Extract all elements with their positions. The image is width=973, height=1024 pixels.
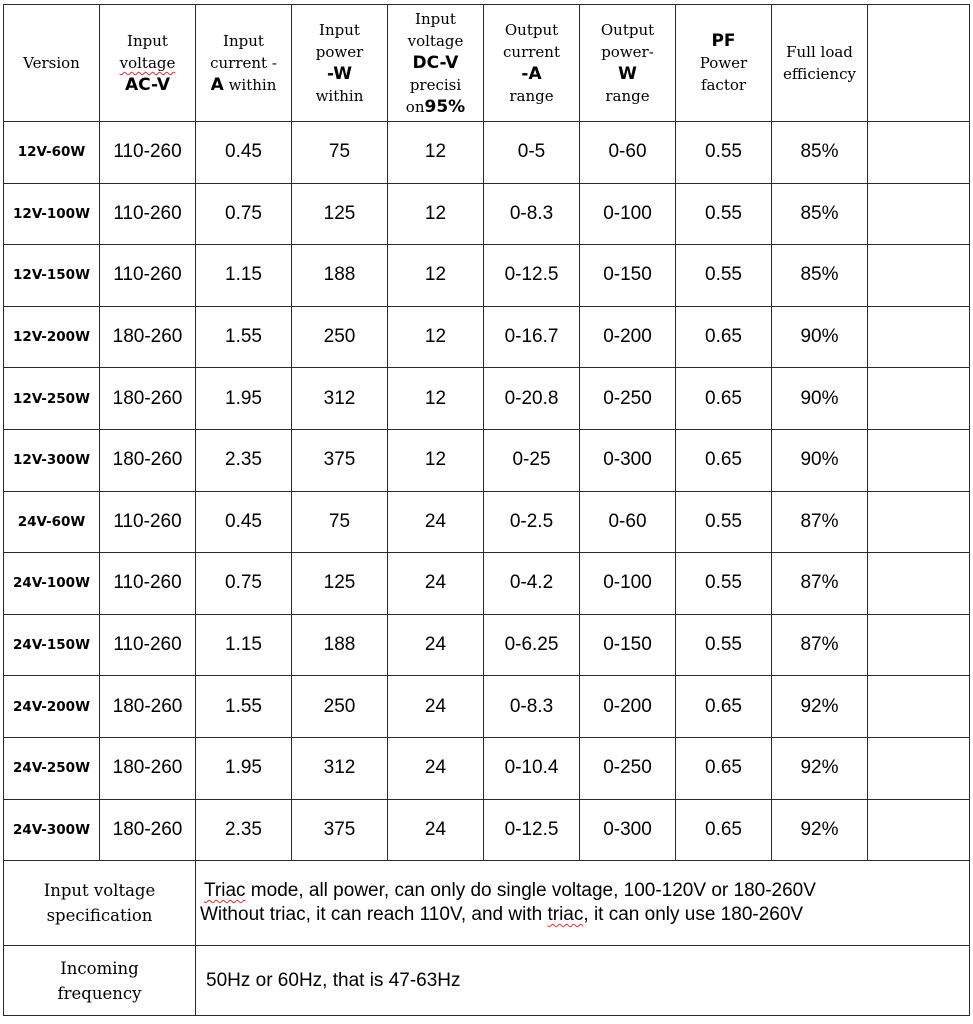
cell-vdc: 12 [388,429,484,491]
cell-pin: 75 [292,122,388,184]
cell-version: 24V-100W [4,553,100,615]
cell-pf: 0.65 [676,799,772,861]
cell-version: 24V-60W [4,491,100,553]
cell-pin: 125 [292,183,388,245]
table-row [4,737,970,799]
cell-iin: 1.55 [196,676,292,738]
table-row [4,368,970,430]
cell-vdc: 24 [388,799,484,861]
header-version: Version [4,5,100,122]
cell-iout: 0-5 [484,122,580,184]
cell-pf: 0.65 [676,306,772,368]
cell-version: 12V-100W [4,183,100,245]
cell-iout: 0-20.8 [484,368,580,430]
cell-pout: 0-200 [580,306,676,368]
empty-cell [868,676,970,738]
cell-pin: 312 [292,737,388,799]
cell-version: 12V-300W [4,429,100,491]
cell-vdc: 12 [388,306,484,368]
cell-pout: 0-300 [580,429,676,491]
cell-eff: 92% [772,676,868,738]
cell-iout: 0-4.2 [484,553,580,615]
cell-vdc: 12 [388,183,484,245]
header-output-current: Output current -A range [484,5,580,122]
cell-pf: 0.65 [676,676,772,738]
cell-pout: 0-100 [580,553,676,615]
cell-iout: 0-12.5 [484,799,580,861]
cell-eff: 87% [772,491,868,553]
cell-pout: 0-250 [580,737,676,799]
empty-cell [868,122,970,184]
table-row [4,553,970,615]
cell-pout: 0-150 [580,245,676,307]
cell-iout: 0-2.5 [484,491,580,553]
cell-vdc: 12 [388,245,484,307]
cell-version: 12V-60W [4,122,100,184]
cell-eff: 85% [772,122,868,184]
cell-iin: 0.75 [196,183,292,245]
cell-eff: 87% [772,553,868,615]
cell-vin: 180-260 [100,799,196,861]
frequency-row [4,946,970,1016]
spec-label: Input voltage specification [4,861,196,946]
cell-pout: 0-250 [580,368,676,430]
header-row [4,5,970,122]
frequency-text: 50Hz or 60Hz, that is 47-63Hz [196,946,970,1016]
table-row [4,676,970,738]
empty-cell [868,799,970,861]
empty-cell [868,5,970,122]
spec-text: Triac mode, all power, can only do single voltage, 100-120V or 180-260V Without triac, it can reach 110V, and with triac, it can only use 180-260V [196,861,970,946]
cell-iin: 1.55 [196,306,292,368]
cell-vin: 180-260 [100,368,196,430]
empty-cell [868,737,970,799]
cell-vdc: 24 [388,737,484,799]
power-supply-spec-table [3,4,970,1016]
cell-iout: 0-16.7 [484,306,580,368]
cell-eff: 90% [772,368,868,430]
cell-eff: 85% [772,245,868,307]
cell-iin: 0.75 [196,553,292,615]
empty-cell [868,368,970,430]
cell-iout: 0-12.5 [484,245,580,307]
header-input-voltage: Input voltage AC-V [100,5,196,122]
cell-pin: 188 [292,614,388,676]
table-row [4,306,970,368]
cell-vdc: 24 [388,614,484,676]
cell-version: 12V-150W [4,245,100,307]
cell-pf: 0.55 [676,183,772,245]
cell-eff: 92% [772,737,868,799]
cell-vin: 110-260 [100,122,196,184]
cell-eff: 90% [772,429,868,491]
cell-pf: 0.55 [676,491,772,553]
cell-pin: 375 [292,799,388,861]
cell-iin: 0.45 [196,122,292,184]
cell-pin: 250 [292,306,388,368]
cell-eff: 90% [772,306,868,368]
table-row [4,614,970,676]
cell-vin: 180-260 [100,429,196,491]
empty-cell [868,245,970,307]
empty-cell [868,429,970,491]
cell-vin: 180-260 [100,737,196,799]
cell-vin: 110-260 [100,614,196,676]
cell-eff: 92% [772,799,868,861]
empty-cell [868,553,970,615]
cell-pout: 0-60 [580,491,676,553]
header-efficiency: Full load efficiency [772,5,868,122]
table-row [4,429,970,491]
cell-version: 24V-300W [4,799,100,861]
cell-pf: 0.65 [676,737,772,799]
cell-iout: 0-25 [484,429,580,491]
cell-pin: 75 [292,491,388,553]
cell-vdc: 24 [388,491,484,553]
table-row [4,183,970,245]
empty-cell [868,614,970,676]
cell-version: 12V-200W [4,306,100,368]
cell-pf: 0.55 [676,553,772,615]
cell-iin: 1.95 [196,368,292,430]
header-output-power: Output power- W range [580,5,676,122]
cell-iout: 0-10.4 [484,737,580,799]
cell-vdc: 24 [388,676,484,738]
cell-pin: 125 [292,553,388,615]
cell-pin: 188 [292,245,388,307]
table-row [4,799,970,861]
cell-pf: 0.55 [676,122,772,184]
cell-pf: 0.65 [676,429,772,491]
cell-iout: 0-6.25 [484,614,580,676]
cell-version: 24V-150W [4,614,100,676]
cell-vin: 110-260 [100,553,196,615]
table-row [4,491,970,553]
table-row [4,245,970,307]
cell-iout: 0-8.3 [484,183,580,245]
frequency-label: Incoming frequency [4,946,196,1016]
cell-vin: 180-260 [100,306,196,368]
cell-pout: 0-100 [580,183,676,245]
cell-pout: 0-60 [580,122,676,184]
cell-vdc: 12 [388,122,484,184]
cell-pout: 0-300 [580,799,676,861]
cell-iin: 2.35 [196,799,292,861]
cell-iin: 1.15 [196,245,292,307]
cell-vin: 180-260 [100,676,196,738]
cell-vin: 110-260 [100,245,196,307]
cell-eff: 87% [772,614,868,676]
cell-vdc: 12 [388,368,484,430]
cell-eff: 85% [772,183,868,245]
cell-vin: 110-260 [100,183,196,245]
cell-pin: 375 [292,429,388,491]
cell-iin: 1.95 [196,737,292,799]
cell-version: 24V-250W [4,737,100,799]
cell-vin: 110-260 [100,491,196,553]
header-input-voltage-dc: Input voltage DC-V precisi on95% [388,5,484,122]
empty-cell [868,306,970,368]
input-voltage-spec-row [4,861,970,946]
empty-cell [868,491,970,553]
cell-pin: 312 [292,368,388,430]
cell-pout: 0-200 [580,676,676,738]
header-input-current: Input current - A within [196,5,292,122]
cell-iin: 0.45 [196,491,292,553]
table-row [4,122,970,184]
cell-iout: 0-8.3 [484,676,580,738]
header-input-power: Input power -W within [292,5,388,122]
cell-pin: 250 [292,676,388,738]
cell-iin: 1.15 [196,614,292,676]
empty-cell [868,183,970,245]
cell-pf: 0.55 [676,245,772,307]
cell-iin: 2.35 [196,429,292,491]
cell-pf: 0.55 [676,614,772,676]
cell-pout: 0-150 [580,614,676,676]
cell-version: 12V-250W [4,368,100,430]
cell-version: 24V-200W [4,676,100,738]
cell-vdc: 24 [388,553,484,615]
header-power-factor: PF Power factor [676,5,772,122]
cell-pf: 0.65 [676,368,772,430]
